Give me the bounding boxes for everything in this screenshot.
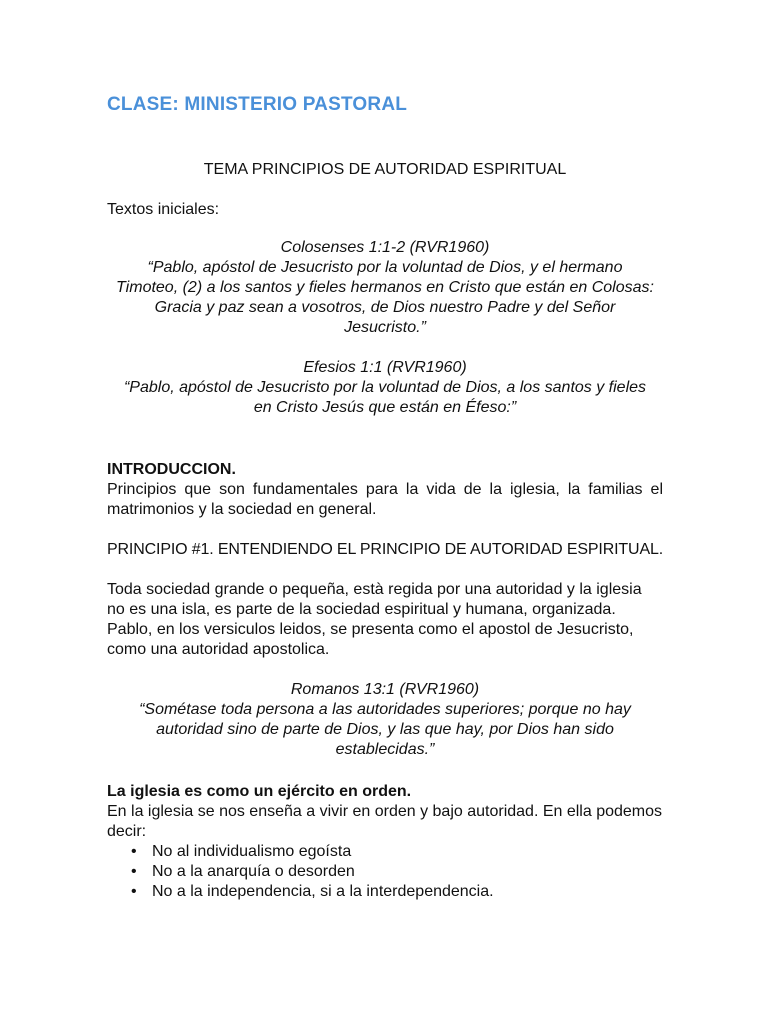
bullet-icon: •	[131, 883, 137, 900]
list-item-text: No a la anarquía o desorden	[152, 863, 355, 880]
verse-romanos	[107, 680, 663, 760]
verse-line: en Cristo Jesús que están en Éfeso:”	[253, 399, 517, 416]
principio-1-heading-block	[107, 540, 663, 560]
list-item-text: No a la independencia, si a la interdependencia.	[152, 883, 494, 900]
bullet-icon: •	[131, 863, 137, 880]
intro-label: Textos iniciales:	[107, 201, 220, 218]
verse-colosenses	[107, 238, 663, 338]
paragraph-line: En la iglesia se nos enseña a vivir en orden y bajo autoridad. En ella podemos	[107, 803, 663, 820]
paragraph-line: Toda sociedad grande o pequeña, està regida por una autoridad y la iglesia	[107, 581, 642, 598]
paragraph-line: como una autoridad apostolica.	[107, 641, 330, 658]
verse-reference: Colosenses 1:1-2 (RVR1960)	[280, 239, 490, 256]
bullet-icon: •	[131, 843, 137, 860]
verse-line: Gracia y paz sean a vosotros, de Dios nuestro Padre y del Señor	[154, 299, 616, 316]
paragraph-line: decir:	[107, 823, 147, 840]
topic-heading: TEMA PRINCIPIOS DE AUTORIDAD ESPIRITUAL	[203, 161, 567, 178]
introduccion-heading: INTRODUCCION.	[107, 461, 236, 478]
principio-1-heading: PRINCIPIO #1. ENTENDIENDO EL PRINCIPIO DE AUTORIDAD ESPIRITUAL.	[107, 541, 664, 558]
paragraph-line: no es una isla, es parte de la sociedad espiritual y humana, organizada.	[107, 601, 616, 618]
list-item-text: No al individualismo egoísta	[152, 843, 352, 860]
ejercito-heading: La iglesia es como un ejército en orden.	[107, 783, 412, 800]
paragraph-line: Pablo, en los versiculos leidos, se presenta como el apostol de Jesucristo,	[107, 621, 634, 638]
principio-1-body	[107, 580, 663, 660]
verse-line: “Sométase toda persona a las autoridades superiores; porque no hay	[139, 701, 631, 718]
verse-reference: Romanos 13:1 (RVR1960)	[290, 681, 480, 698]
list-item	[107, 842, 663, 862]
intro-label-block	[107, 200, 663, 220]
verse-reference: Efesios 1:1 (RVR1960)	[303, 359, 467, 376]
ejercito-section	[107, 782, 663, 902]
verse-line: autoridad sino de parte de Dios, y las que hay, por Dios han sido	[156, 721, 614, 738]
subtitle-block	[107, 160, 663, 180]
verse-efesios	[107, 358, 663, 418]
verse-line: “Pablo, apóstol de Jesucristo por la voluntad de Dios, a los santos y fieles	[123, 379, 647, 396]
verse-line: establecidas.”	[335, 741, 435, 758]
bullet-list	[107, 842, 663, 902]
verse-line: Timoteo, (2) a los santos y fieles hermanos en Cristo que están en Colosas:	[116, 279, 654, 296]
verse-line: “Pablo, apóstol de Jesucristo por la voluntad de Dios, y el hermano	[147, 259, 623, 276]
list-item	[107, 862, 663, 882]
list-item	[107, 882, 663, 902]
verse-line: Jesucristo.”	[344, 319, 426, 336]
introduccion-text: Principios que son fundamentales para la vida de la iglesia, la familias el matrimonios y la sociedad en general.	[107, 481, 663, 518]
document-title: CLASE: MINISTERIO PASTORAL	[107, 94, 408, 115]
introduccion-section	[107, 460, 663, 520]
